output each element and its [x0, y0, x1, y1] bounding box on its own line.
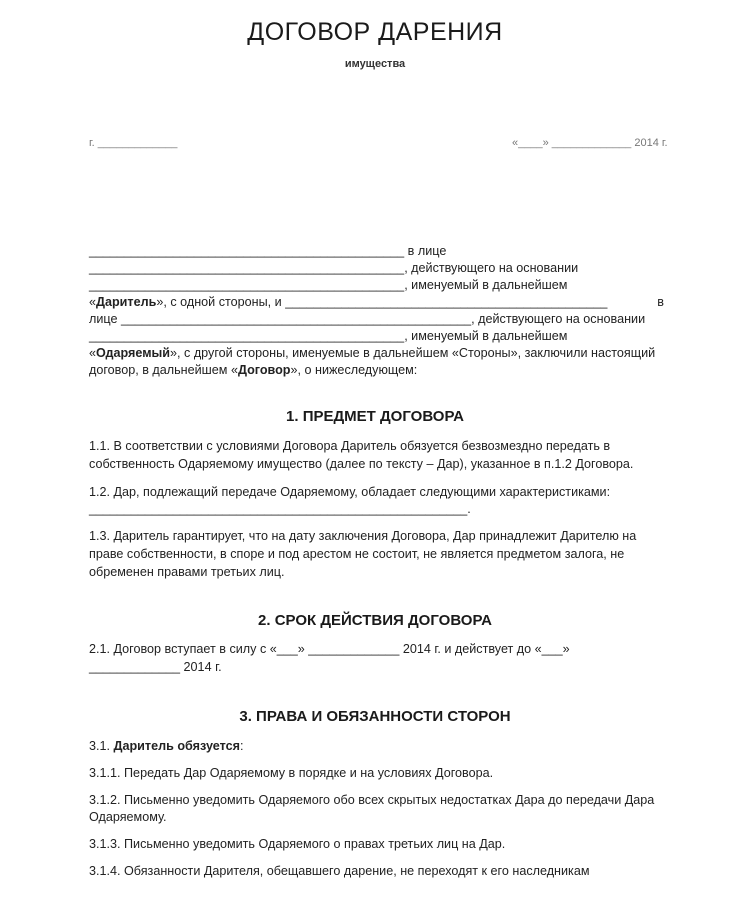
donor-term: Даритель [96, 295, 157, 309]
preamble-line: договор, в дальнейшем «Договор», о нижеследующем: [89, 363, 418, 377]
paragraph-line: обременен правами третьих лиц. [89, 565, 285, 579]
paragraph-line: 1.2. Дар, подлежащий передаче Одаряемому, обладает следующими характеристиками: [89, 485, 611, 499]
section-heading: 1. ПРЕДМЕТ ДОГОВОРА [286, 408, 464, 425]
paragraph-line: _____________ 2014 г. [89, 660, 222, 674]
paragraph-line: 1.3. Даритель гарантирует, что на дату заключения Договора, Дар принадлежит Дарителю на [89, 529, 637, 543]
paragraph-line: 3.1.3. Письменно уведомить Одаряемого о правах третьих лиц на Дар. [89, 837, 506, 851]
contract-term: Договор [237, 363, 291, 377]
document-subtitle: имущества [344, 58, 406, 70]
preamble-line: _____________________________________________, действующего на основании [89, 261, 579, 275]
section-heading: 3. ПРАВА И ОБЯЗАННОСТИ СТОРОН [239, 708, 511, 725]
paragraph-line: 3.1.1. Передать Дар Одаряемому в порядке и на условиях Договора. [89, 766, 494, 780]
preamble-line: «Одаряемый», с другой стороны, именуемые в дальнейшем «Стороны», заключили настоящий [89, 346, 656, 360]
preamble-line: лице __________________________________________________, действующего на основании [89, 312, 646, 326]
preamble-line: _____________________________________________, именуемый в дальнейшем [89, 278, 568, 292]
preamble-line: _____________________________________________ в лице [89, 244, 447, 258]
preamble-line: _____________________________________________, именуемый в дальнейшем [89, 329, 568, 343]
place-field: г. _____________ [89, 137, 178, 149]
date-field: «____» _____________ 2014 г. [512, 137, 668, 149]
paragraph-line: 3.1. Даритель обязуется: [89, 739, 244, 753]
paragraph-line: Одаряемому. [89, 810, 167, 824]
preamble-line: «Даритель», с одной стороны, и ______________________________________________ в [89, 295, 664, 309]
paragraph-line: собственность Одаряемому имущество (далее по тексту – Дар), указанное в п.1.2 Договора. [89, 457, 634, 471]
section-heading: 2. СРОК ДЕЙСТВИЯ ДОГОВОРА [258, 612, 492, 629]
paragraph-line: 3.1.4. Обязанности Дарителя, обещавшего дарение, не переходят к его наследникам [89, 864, 590, 878]
paragraph-line: 3.1.2. Письменно уведомить Одаряемого обо всех скрытых недостатках Дара до передачи Дара [89, 793, 655, 807]
donor-obligations-term: Даритель обязуется [113, 739, 240, 753]
document-title: ДОГОВОР ДАРЕНИЯ [247, 18, 503, 46]
donee-term: Одаряемый [96, 346, 171, 360]
paragraph-line: праве собственности, в споре и под арестом не состоит, не является предметом залога, не [89, 547, 625, 561]
paragraph-line: 1.1. В соответствии с условиями Договора Даритель обязуется безвозмездно передать в [89, 439, 611, 453]
paragraph-line: 2.1. Договор вступает в силу с «___» _____________ 2014 г. и действует до «___» [89, 642, 570, 656]
paragraph-line: ______________________________________________________. [89, 502, 471, 516]
